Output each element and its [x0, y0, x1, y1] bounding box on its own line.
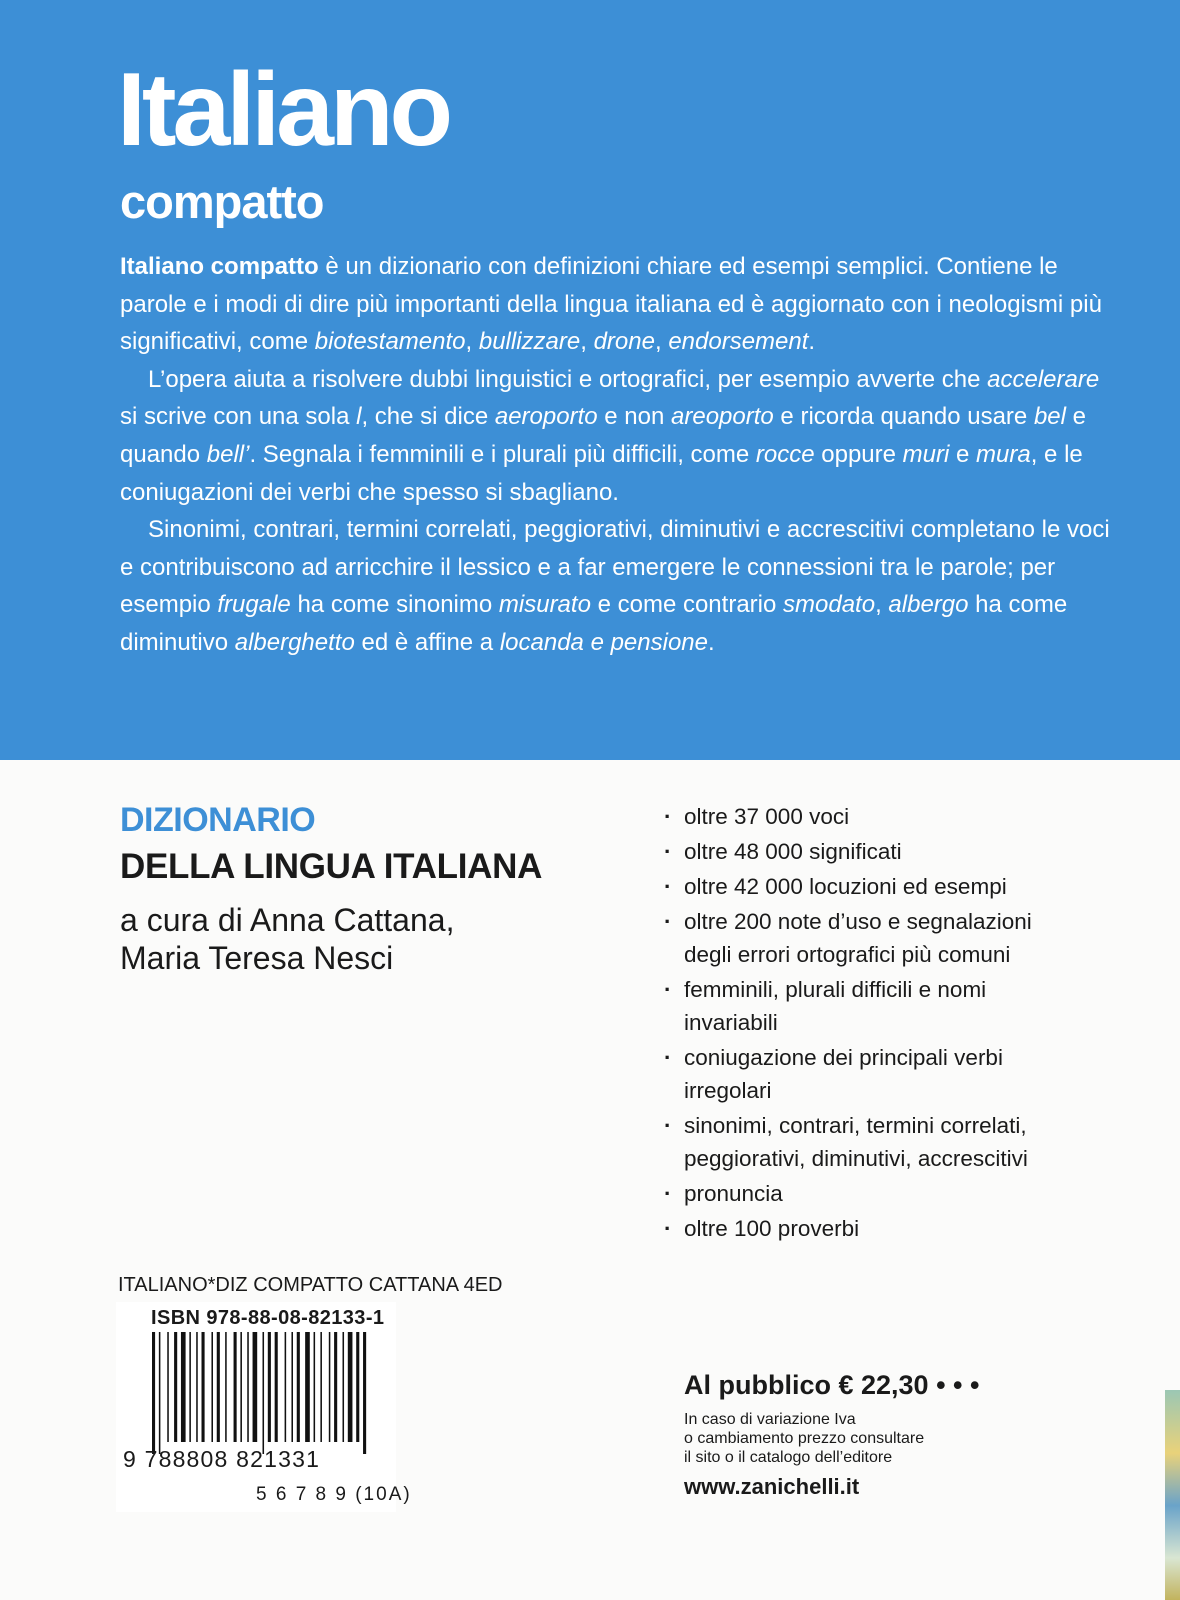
- publisher-website: www.zanichelli.it: [684, 1474, 860, 1499]
- ean-digits: 9 788808 821331: [123, 1446, 321, 1472]
- batch-code: 5 6 7 8 9 (10A): [256, 1484, 412, 1505]
- dictionary-label: DIZIONARIO: [120, 801, 316, 839]
- editors-line-1: a cura di Anna Cattana,: [120, 902, 455, 938]
- price-note-line: In caso di variazione Iva: [684, 1411, 856, 1428]
- price-label: Al pubblico € 22,30 • • •: [684, 1370, 980, 1400]
- blue-header-panel: [0, 0, 1180, 760]
- description-paragraph-1: Italiano compatto è un dizionario con definizioni chiare ed esempi semplici. Contiene le parole e i modi di dire più importanti della lingua italiana ed è aggiornato con i neologismi più significativi, come biotestamento, bullizzare, drone, endorsement.: [120, 253, 1102, 356]
- isbn-number: ISBN 978-88-08-82133-1: [151, 1307, 385, 1329]
- dictionary-title: DELLA LINGUA ITALIANA: [120, 847, 543, 886]
- description-paragraph-2: L’opera aiuta a risolvere dubbi linguistici e ortografici, per esempio avverte che accelerare si scrive con una sola l, che si dice aeroporto e non areoporto e ricorda quando usare bel e quando bell’. Segnala i femminili e i plurali più difficili, come rocce oppure muri e mura, e le coniugazioni dei verbi che spesso si sbagliano.: [120, 365, 1100, 506]
- feature-list: [664, 800, 1064, 1247]
- adjacent-cover-edge: [1165, 1390, 1180, 1600]
- feature-item: · oltre 48 000 significati: [664, 835, 1064, 868]
- feature-item: · femminili, plurali difficili e nomi invariabili: [664, 973, 1064, 1039]
- feature-item: · oltre 42 000 locuzioni ed esempi: [664, 870, 1064, 903]
- feature-item: · oltre 37 000 voci: [664, 800, 1064, 833]
- feature-item: · oltre 100 proverbi: [664, 1212, 1064, 1245]
- price-note-line: o cambiamento prezzo consultare: [684, 1430, 925, 1447]
- barcode-label: [116, 1302, 412, 1512]
- product-code: ITALIANO*DIZ COMPATTO CATTANA 4ED: [118, 1274, 503, 1296]
- editors: [120, 901, 454, 977]
- book-description: [120, 248, 1120, 662]
- price-note: [684, 1410, 924, 1467]
- feature-item: · pronuncia: [664, 1177, 1064, 1210]
- price-note-line: il sito o il catalogo dell’editore: [684, 1449, 893, 1466]
- book-subtitle: compatto: [120, 175, 324, 228]
- barcode-icon: [152, 1332, 392, 1454]
- feature-item: · coniugazione dei principali verbi irregolari: [664, 1041, 1064, 1107]
- editors-line-2: Maria Teresa Nesci: [120, 940, 394, 976]
- book-title: Italiano: [117, 52, 450, 168]
- feature-item: · oltre 200 note d’uso e segnalazioni degli errori ortografici più comuni: [664, 905, 1064, 971]
- feature-item: · sinonimi, contrari, termini correlati, peggiorativi, diminutivi, accrescitivi: [664, 1109, 1064, 1175]
- description-paragraph-3: Sinonimi, contrari, termini correlati, peggiorativi, diminutivi e accrescitivi completano le voci e contribuiscono ad arricchire il lessico e a far emergere le connessioni tra le parole; per esempio frugale ha come sinonimo misurato e come contrario smodato, albergo ha come diminutivo alberghetto ed è affine a locanda e pensione.: [120, 516, 1110, 656]
